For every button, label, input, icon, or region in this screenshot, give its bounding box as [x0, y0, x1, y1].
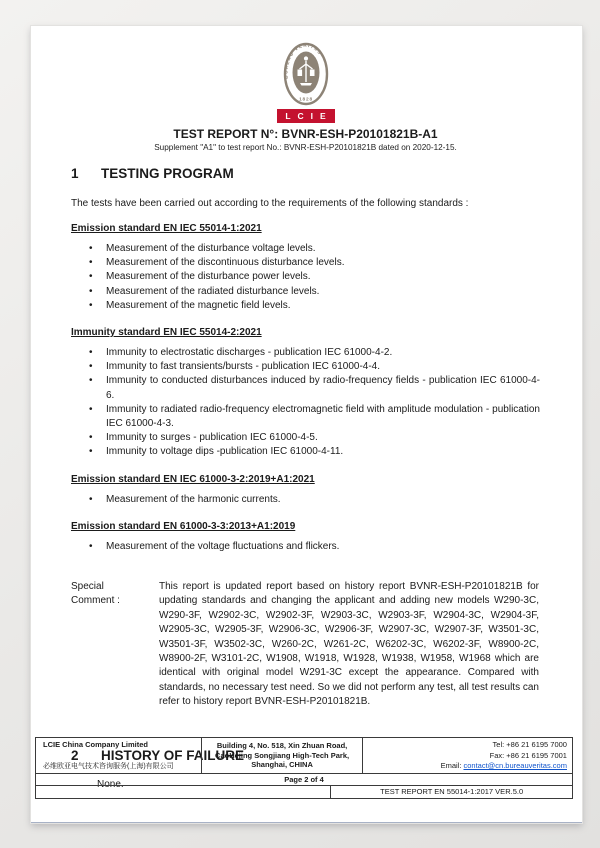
- list-item: • Immunity to surges - publication IEC 61000-4-5.: [71, 431, 540, 445]
- special-comment-label: Special Comment :: [71, 581, 120, 607]
- seal-year: 1828: [298, 97, 313, 103]
- address-line: Shanghai, CHINA: [251, 760, 313, 770]
- section-1-intro: The tests have been carried out according to the requirements of the following standards :: [71, 198, 469, 209]
- version-row-spacer: [36, 786, 331, 798]
- report-page: [31, 26, 582, 823]
- standard-heading-emission-61000-3-3: Emission standard EN 61000-3-3:2013+A1:2019: [71, 520, 296, 532]
- bullet-icon: •: [89, 540, 93, 552]
- footer-row-contact: [36, 738, 572, 774]
- email-line: Email: contact@cn.bureauveritas.com: [440, 761, 567, 771]
- address-line: CaoHejing Songjiang High-Tech Park,: [215, 750, 350, 760]
- footer-company-cell: [36, 738, 202, 773]
- bullet-icon: •: [89, 375, 93, 387]
- footer-contact-cell: [363, 738, 572, 773]
- standard-heading-emission-55014-1: Emission standard EN IEC 55014-1:2021: [71, 223, 262, 234]
- bullet-icon: •: [89, 285, 93, 297]
- company-name-en: LCIE China Company Limited: [43, 740, 149, 749]
- tel-number: Tel: +86 21 6195 7000: [492, 740, 567, 749]
- standard-heading-emission-61000-3-2: Emission standard EN IEC 61000-3-2:2019+A1:2021: [71, 473, 315, 485]
- list-item: • Measurement of the disturbance power levels.: [71, 270, 540, 284]
- lcie-logo-text: LCIE: [285, 110, 333, 121]
- bullet-icon: •: [89, 493, 93, 505]
- footer-table: [35, 737, 573, 799]
- bullet-icon: •: [89, 257, 93, 269]
- bullet-icon: •: [89, 299, 93, 311]
- svg-text:BUREAU VERITAS: BUREAU VERITAS: [282, 42, 323, 79]
- report-title: TEST REPORT N°: BVNR-ESH-P20101821B-A1: [173, 127, 438, 141]
- fax-number: Fax: +86 21 6195 7001: [489, 750, 567, 760]
- list-item: • Measurement of the magnetic field levels.: [71, 299, 540, 313]
- bullet-list-emission-55014-1: [71, 242, 540, 313]
- footer-address-cell: [202, 738, 363, 773]
- bureau-veritas-seal-icon: [283, 42, 329, 106]
- list-item: • Immunity to fast transients/bursts - publication IEC 61000-4-4.: [71, 360, 540, 374]
- report-version: TEST REPORT EN 55014-1:2017 VER.5.0: [380, 787, 524, 796]
- list-item: • Measurement of the voltage fluctuations and flickers.: [71, 540, 540, 554]
- bullet-icon: •: [89, 446, 93, 458]
- list-item: • Measurement of the discontinuous disturbance levels.: [71, 256, 540, 270]
- bullet-list-emission-61000-3-3: [71, 540, 540, 554]
- page-number: Page 2 of 4: [36, 774, 572, 786]
- section-2-number: 2: [71, 747, 79, 763]
- bullet-icon: •: [89, 243, 93, 254]
- report-subtitle: Supplement "A1" to test report No.: BVNR-ESH-P20101821B dated on 2020-12-15.: [154, 143, 457, 152]
- special-comment-text: This report is updated report based on history report BVNR-ESH-P20101821B for updating standards and changing the applicant and adding new models W290-3C, W290-3F, W2902-3C, W2902-3F, W2903-3C, W2903-3F, W2904-3C, W2904-3F, W2905-3C, W2905-3F, W2906-3C, W2906-3F, W2907-3C, W2907-3F, W3501-3C, W3501-3F, W3502-3C, W260-2C, W261-2C, W6202-3C, W6202-3F, W8900-2C, W8900-2F, W3101-2C, W1908, W1918, W1928, W1938, W1958, W1968 which are identical with original model W291-3C except the appearance. Compared with standards, no necessary test need. So we did not perform any test, all test results can refer to history report BVNR-ESH-P20101821B.: [159, 581, 539, 708]
- section-1-number: 1: [71, 166, 79, 181]
- list-item: • Immunity to electrostatic discharges - publication IEC 61000-4-2.: [71, 346, 540, 360]
- bullet-list-immunity-55014-2: [71, 346, 540, 460]
- bullet-icon: •: [89, 271, 93, 283]
- bullet-icon: •: [89, 361, 93, 373]
- company-name-cn: 必维欧亚电气技术咨询服务(上海)有限公司: [43, 763, 174, 770]
- standard-heading-immunity-55014-2: Immunity standard EN IEC 55014-2:2021: [71, 327, 262, 339]
- special-comment-block: [71, 580, 540, 710]
- list-item: • Measurement of the radiated disturbance levels.: [71, 285, 540, 299]
- list-item: • Measurement of the harmonic currents.: [71, 493, 540, 507]
- list-item: • Immunity to voltage dips -publication IEC 61000-4-11.: [71, 445, 540, 459]
- list-item: • Immunity to conducted disturbances induced by radio-frequency fields - publication IEC 61000-4-6.: [71, 374, 540, 402]
- section-1-heading: [71, 166, 540, 181]
- page-footer: [35, 737, 573, 799]
- history-of-failure-value: None.: [97, 778, 124, 790]
- bullet-icon: •: [89, 432, 93, 444]
- section-2-title: HISTORY OF FAILURE: [101, 747, 245, 763]
- section-1-title: TESTING PROGRAM: [101, 166, 234, 181]
- list-item: • Immunity to radiated radio-frequency electromagnetic field with amplitude modulation - publication IEC 61000-4-3.: [71, 403, 540, 431]
- brand-header: [71, 26, 540, 123]
- list-item: • Measurement of the disturbance voltage levels.: [71, 242, 540, 256]
- bullet-icon: •: [89, 403, 93, 415]
- lcie-logo: [277, 109, 335, 123]
- bullet-list-emission-61000-3-2: [71, 493, 540, 507]
- address-line: Building 4, No. 518, Xin Zhuan Road,: [216, 740, 348, 750]
- bullet-icon: •: [89, 347, 93, 359]
- footer-row-version: [36, 786, 572, 798]
- email-link[interactable]: contact@cn.bureauveritas.com: [463, 761, 567, 771]
